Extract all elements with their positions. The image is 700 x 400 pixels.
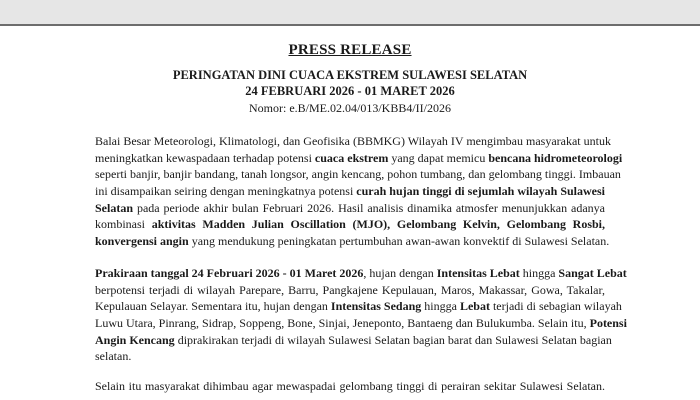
paragraph-line: [95, 166, 621, 183]
bold-text-run: Intensitas Sedang: [330, 299, 422, 314]
text-run: , hujan dengan: [363, 266, 437, 280]
document-number: Nomor: e.B/ME.02.04/013/KBB4/II/2026: [249, 101, 451, 115]
text-run: selatan.: [95, 349, 132, 364]
document-subtitle-date-range: 24 FEBRUARI 2026 - 01 MARET 2026: [245, 84, 455, 98]
paragraph-line: [95, 298, 622, 315]
text-run: yang dapat memicu: [388, 150, 489, 165]
text-run: seperti banjir, banjir bandang, tanah longsor, angin kencang, pohon tumbang, dan gelombang tinggi. Imbauan: [95, 167, 621, 182]
bold-text-run: Prakiraan tanggal 24 Februari 2026 - 01 Maret 2026: [95, 266, 364, 280]
text-run: diprakirakan terjadi di wilayah Sulawesi Selatan bagian barat dan Sulawesi Selatan bagian: [174, 332, 612, 347]
paragraph-line: [95, 282, 605, 299]
text-run: Selain itu masyarakat dihimbau agar mewaspadai gelombang tinggi di perairan sekitar Sulawesi Selatan.: [95, 379, 605, 393]
text-run: Luwu Utara, Pinrang, Sidrap, Soppeng, Bone, Sinjai, Jeneponto, Bantaeng dan Bulukumba. Selain itu,: [95, 316, 590, 331]
bold-text-run: konvergensi angin: [95, 234, 189, 249]
top-banner: [0, 0, 700, 26]
bold-text-run: Intensitas Lebat: [436, 266, 520, 280]
text-run: yang mendukung peningkatan pertumbuhan awan-awan konvektif di Sulawesi Selatan.: [188, 234, 610, 249]
paragraph-wave-warning: [95, 378, 605, 395]
paragraph-line: [95, 348, 605, 365]
bold-text-run: bencana hidrometeorologi: [488, 150, 623, 165]
text-run: kombinasi: [95, 217, 152, 232]
paragraph-line: [95, 216, 605, 233]
document-subtitle-warning: PERINGATAN DINI CUACA EKSTREM SULAWESI SELATAN: [172, 68, 528, 82]
paragraph-line: [95, 150, 623, 167]
paragraph-line: [95, 315, 627, 332]
text-run: terjadi di sebagian wilayah: [489, 299, 622, 314]
text-run: hingga: [519, 266, 559, 280]
paragraph-line: [95, 378, 605, 395]
bold-text-run: curah hujan tinggi di sejumlah wilayah Sulawesi: [356, 184, 605, 199]
paragraph-line: [95, 133, 611, 150]
bold-text-run: Lebat: [459, 299, 490, 314]
bold-text-run: Selatan: [95, 200, 134, 215]
text-run: meningkatkan kewaspadaan terhadap potensi: [95, 150, 315, 165]
paragraph-intro: [95, 133, 623, 250]
bold-text-run: cuaca ekstrem: [314, 150, 389, 165]
paragraph-line: [95, 233, 610, 250]
document-title: PRESS RELEASE: [288, 42, 412, 58]
text-run: hingga: [421, 299, 460, 314]
paragraph-forecast: [95, 265, 627, 365]
paragraph-line: [95, 265, 627, 282]
paragraph-line: [95, 200, 605, 217]
paragraph-line: [95, 332, 612, 349]
text-run: ini disampaikan seiring dengan meningkatnya potensi: [95, 184, 357, 199]
bold-text-run: Potensi: [589, 316, 627, 331]
bold-text-run: aktivitas Madden Julian Oscillation (MJO), Gelombang Kelvin, Gelombang Rosbi,: [151, 217, 606, 232]
bold-text-run: Angin Kencang: [95, 332, 175, 347]
text-run: berpotensi terjadi di wilayah Parepare, Barru, Pangkajene Kepulauan, Maros, Makassar, Gowa, Takalar,: [95, 282, 605, 297]
text-run: pada periode akhir bulan Februari 2026. Hasil analisis dinamika atmosfer menunjukkan adanya: [133, 200, 605, 215]
paragraph-line: [95, 183, 605, 200]
bold-text-run: Sangat Lebat: [558, 266, 627, 280]
text-run: Balai Besar Meteorologi, Klimatologi, dan Geofisika (BBMKG) Wilayah IV mengimbau masyarakat untuk: [95, 134, 611, 148]
text-run: Kepulauan Selayar. Sementara itu, hujan dengan: [95, 299, 331, 314]
